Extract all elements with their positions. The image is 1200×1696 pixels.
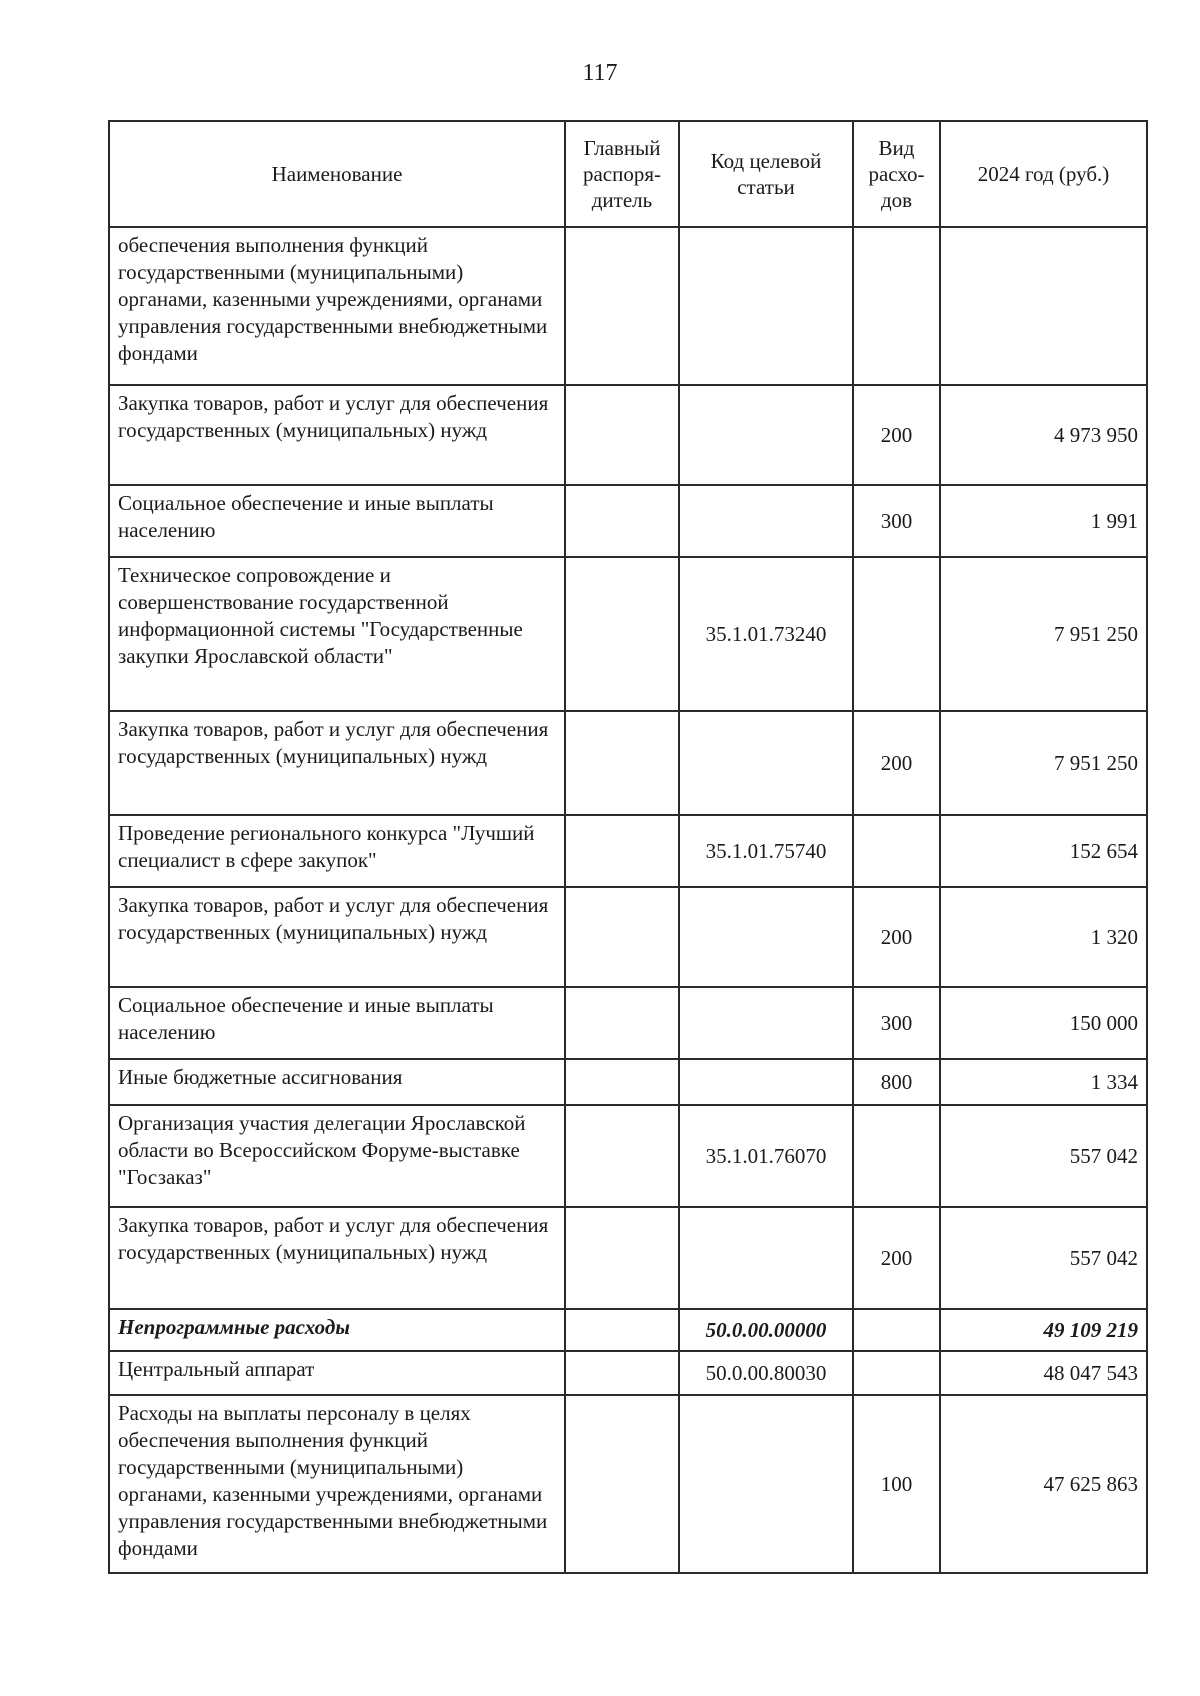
- table-row: [109, 485, 1147, 557]
- cell-type: 100: [853, 1395, 940, 1573]
- table-row: [109, 1059, 1147, 1105]
- cell-manager: [565, 557, 679, 711]
- table-row: [109, 557, 1147, 711]
- cell-manager: [565, 1059, 679, 1105]
- table-row: [109, 1351, 1147, 1395]
- cell-type: 200: [853, 385, 940, 485]
- cell-manager: [565, 711, 679, 815]
- header-target-code: Код целевой статьи: [679, 121, 853, 227]
- cell-name: Техническое сопровождение и совершенствование государственной информационной системы "Государственные закупки Ярославской области": [109, 557, 565, 711]
- cell-amount: 1 334: [940, 1059, 1147, 1105]
- cell-amount: 4 973 950: [940, 385, 1147, 485]
- cell-manager: [565, 987, 679, 1059]
- cell-name: Социальное обеспечение и иные выплаты населению: [109, 987, 565, 1059]
- cell-type: 200: [853, 887, 940, 987]
- table-row: [109, 887, 1147, 987]
- cell-name: Закупка товаров, работ и услуг для обеспечения государственных (муниципальных) нужд: [109, 887, 565, 987]
- cell-code: [679, 711, 853, 815]
- cell-code: 35.1.01.73240: [679, 557, 853, 711]
- cell-code: [679, 1207, 853, 1309]
- header-manager: Главный распоря-дитель: [565, 121, 679, 227]
- cell-name: Организация участия делегации Ярославской области во Всероссийском Форуме-выставке "Госзаказ": [109, 1105, 565, 1207]
- cell-manager: [565, 1395, 679, 1573]
- budget-table: [108, 120, 1148, 1574]
- cell-name: Социальное обеспечение и иные выплаты населению: [109, 485, 565, 557]
- cell-code: [679, 227, 853, 385]
- cell-type: [853, 1105, 940, 1207]
- cell-manager: [565, 1351, 679, 1395]
- header-name: Наименование: [109, 121, 565, 227]
- table-row: [109, 1105, 1147, 1207]
- cell-amount: 48 047 543: [940, 1351, 1147, 1395]
- cell-type: [853, 227, 940, 385]
- cell-manager: [565, 815, 679, 887]
- page-number: 117: [582, 60, 618, 86]
- cell-type: 200: [853, 711, 940, 815]
- cell-code: [679, 887, 853, 987]
- cell-code: [679, 385, 853, 485]
- cell-amount: 557 042: [940, 1105, 1147, 1207]
- table-row: [109, 1207, 1147, 1309]
- table-row: [109, 1395, 1147, 1573]
- cell-name: Проведение регионального конкурса "Лучший специалист в сфере закупок": [109, 815, 565, 887]
- table-row: [109, 987, 1147, 1059]
- cell-manager: [565, 227, 679, 385]
- cell-code: [679, 485, 853, 557]
- cell-name: Закупка товаров, работ и услуг для обеспечения государственных (муниципальных) нужд: [109, 385, 565, 485]
- cell-name: обеспечения выполнения функций государственными (муниципальными) органами, казенными учреждениями, органами управления государственными внебюджетными фондами: [109, 227, 565, 385]
- cell-name: Закупка товаров, работ и услуг для обеспечения государственных (муниципальных) нужд: [109, 1207, 565, 1309]
- table-row: [109, 815, 1147, 887]
- cell-amount: 49 109 219: [940, 1309, 1147, 1351]
- cell-amount: 557 042: [940, 1207, 1147, 1309]
- header-expense-type: Вид расхо-дов: [853, 121, 940, 227]
- cell-amount: 47 625 863: [940, 1395, 1147, 1573]
- cell-name: Иные бюджетные ассигнования: [109, 1059, 565, 1105]
- cell-type: 800: [853, 1059, 940, 1105]
- cell-name: Центральный аппарат: [109, 1351, 565, 1395]
- cell-type: 300: [853, 987, 940, 1059]
- cell-type: 300: [853, 485, 940, 557]
- cell-manager: [565, 1309, 679, 1351]
- table-row: [109, 711, 1147, 815]
- cell-code: 35.1.01.75740: [679, 815, 853, 887]
- header-year: 2024 год (руб.): [940, 121, 1147, 227]
- cell-code: [679, 987, 853, 1059]
- cell-code: 50.0.00.80030: [679, 1351, 853, 1395]
- cell-amount: 7 951 250: [940, 711, 1147, 815]
- cell-amount: 1 320: [940, 887, 1147, 987]
- cell-code: [679, 1059, 853, 1105]
- cell-amount: 1 991: [940, 485, 1147, 557]
- cell-code: 35.1.01.76070: [679, 1105, 853, 1207]
- table-row-section-total: [109, 1309, 1147, 1351]
- cell-type: [853, 815, 940, 887]
- cell-name: Закупка товаров, работ и услуг для обеспечения государственных (муниципальных) нужд: [109, 711, 565, 815]
- cell-type: [853, 557, 940, 711]
- cell-type: [853, 1309, 940, 1351]
- cell-code: 50.0.00.00000: [679, 1309, 853, 1351]
- cell-type: 200: [853, 1207, 940, 1309]
- cell-manager: [565, 485, 679, 557]
- table-row: [109, 227, 1147, 385]
- cell-amount: [940, 227, 1147, 385]
- cell-amount: 152 654: [940, 815, 1147, 887]
- cell-name: Непрограммные расходы: [109, 1309, 565, 1351]
- cell-amount: 150 000: [940, 987, 1147, 1059]
- cell-type: [853, 1351, 940, 1395]
- cell-amount: 7 951 250: [940, 557, 1147, 711]
- header-row: [109, 121, 1147, 227]
- cell-name: Расходы на выплаты персоналу в целях обеспечения выполнения функций государственными (муниципальными) органами, казенными учреждениями, органами управления государственными внебюджетными фондами: [109, 1395, 565, 1573]
- cell-code: [679, 1395, 853, 1573]
- cell-manager: [565, 1207, 679, 1309]
- cell-manager: [565, 887, 679, 987]
- cell-manager: [565, 1105, 679, 1207]
- cell-manager: [565, 385, 679, 485]
- table-row: [109, 385, 1147, 485]
